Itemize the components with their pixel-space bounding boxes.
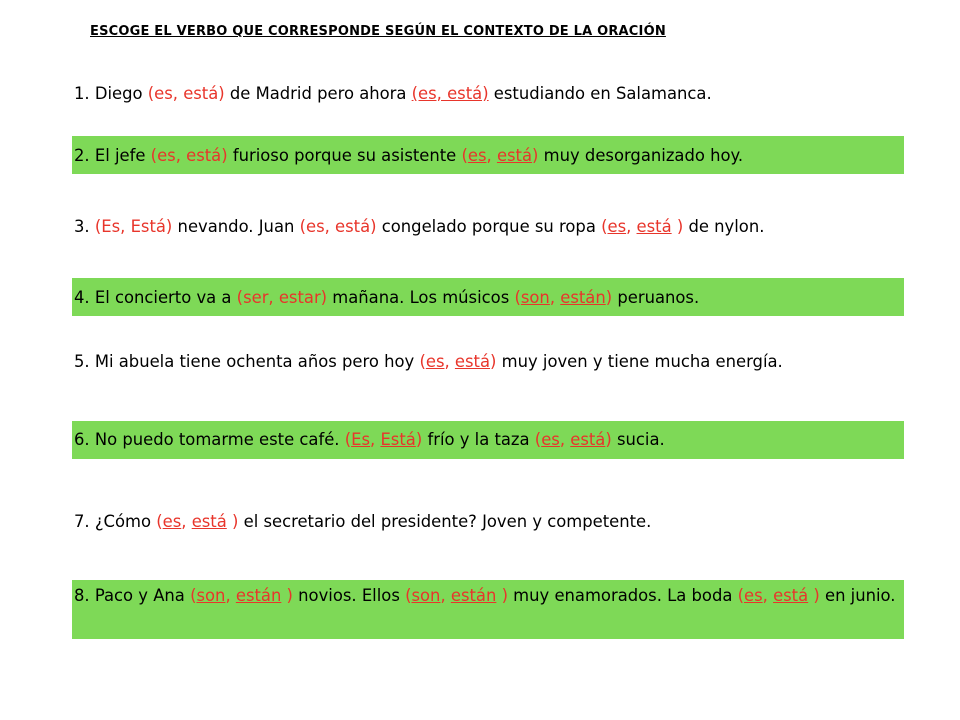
verb-choice: )	[226, 512, 239, 531]
verb-choice: )	[532, 146, 539, 165]
verb-choice: )	[490, 352, 497, 371]
verb-choice: están	[450, 586, 497, 605]
sentence-text: muy joven y tiene mucha energía.	[496, 352, 783, 371]
verb-choice: está	[773, 586, 809, 605]
sentence-text: 2. El jefe	[74, 146, 151, 165]
sentence-text: 6. No puedo tomarme este café.	[74, 430, 345, 449]
verb-choice: )	[605, 430, 612, 449]
sentence-4	[72, 278, 904, 316]
sentence-3	[72, 215, 904, 239]
sentence-2	[72, 136, 904, 174]
verb-choice: son	[196, 586, 226, 605]
verb-choice: está	[496, 146, 533, 165]
verb-choice: (	[601, 217, 608, 236]
verb-choice: )	[281, 586, 293, 605]
verb-choice: (Es, Está)	[94, 217, 173, 236]
verb-choice: es	[467, 146, 487, 165]
verb-choice: (ser, estar)	[236, 288, 328, 307]
sentence-7	[72, 510, 904, 534]
sentence-text: estudiando en Salamanca.	[488, 84, 712, 103]
sentence-text: el secretario del presidente? Joven y competente.	[238, 512, 652, 531]
verb-choice: es	[744, 586, 763, 605]
verb-choice: es	[607, 217, 627, 236]
sentence-text: novios. Ellos	[292, 586, 406, 605]
verb-choice: )	[605, 288, 613, 307]
verb-choice: (	[190, 586, 197, 605]
sentence-text: muy enamorados. La boda	[507, 586, 738, 605]
sentence-text: peruanos.	[612, 288, 700, 307]
verb-choice: (	[737, 586, 745, 605]
verb-choice: ,	[444, 352, 455, 371]
verb-choice: (es, está)	[299, 217, 377, 236]
verb-choice: ,	[626, 217, 637, 236]
verb-choice: (	[344, 430, 352, 449]
sentence-text: furioso porque su asistente	[227, 146, 462, 165]
verb-choice: ,	[486, 146, 497, 165]
verb-choice: (	[419, 352, 426, 371]
sentence-text: muy desorganizado hoy.	[538, 146, 744, 165]
verb-choice: Está	[380, 430, 416, 449]
sentence-1	[72, 82, 904, 106]
sentence-text: 4. El concierto va a	[74, 288, 237, 307]
verb-choice: está	[636, 217, 672, 236]
sentence-text: 1. Diego	[74, 84, 148, 103]
sentence-text: nevando. Juan	[172, 217, 300, 236]
verb-choice: está	[570, 430, 606, 449]
verb-choice: es	[541, 430, 560, 449]
sentence-text: congelado porque su ropa	[376, 217, 602, 236]
verb-choice: )	[671, 217, 684, 236]
verb-choice: (	[405, 586, 412, 605]
verb-choice: (	[156, 512, 163, 531]
verb-choice: ,	[181, 512, 192, 531]
verb-choice: ,	[762, 586, 774, 605]
verb-choice: ,	[370, 430, 381, 449]
verb-choice: ,	[559, 430, 571, 449]
sentence-text: frío y la taza	[422, 430, 535, 449]
sentence-text: de nylon.	[683, 217, 765, 236]
verb-choice: )	[415, 430, 423, 449]
verb-choice: son	[411, 586, 441, 605]
verb-choice: son	[520, 288, 550, 307]
sentence-text: 8. Paco y Ana	[74, 586, 191, 605]
sentence-text: sucia.	[611, 430, 665, 449]
sentence-8	[72, 580, 904, 639]
verb-choice: ,	[549, 288, 561, 307]
verb-choice: es	[425, 352, 445, 371]
verb-choice: está	[454, 352, 491, 371]
sentence-text: 7. ¿Cómo	[74, 512, 157, 531]
verb-choice: (es, está)	[147, 84, 225, 103]
verb-choice: (es, está)	[411, 84, 489, 103]
verb-choice: están	[560, 288, 606, 307]
verb-choice: (	[534, 430, 542, 449]
verb-choice: )	[808, 586, 820, 605]
verb-choice: (	[461, 146, 468, 165]
verb-choice: )	[496, 586, 508, 605]
sentence-6	[72, 421, 904, 459]
verb-choice: están	[235, 586, 282, 605]
sentence-5	[72, 350, 904, 398]
sentence-text: en junio.	[819, 586, 896, 605]
sentence-text: de Madrid pero ahora	[224, 84, 412, 103]
sentence-text: 5. Mi abuela tiene ochenta años pero hoy	[74, 352, 420, 371]
verb-choice: (es, está)	[150, 146, 228, 165]
verb-choice: (	[514, 288, 521, 307]
verb-choice: ,	[440, 586, 451, 605]
worksheet-title: ESCOGE EL VERBO QUE CORRESPONDE SEGÚN EL CONTEXTO DE LA ORACIÓN	[90, 24, 666, 39]
verb-choice: está	[191, 512, 227, 531]
verb-choice: es	[162, 512, 182, 531]
verb-choice: ,	[225, 586, 236, 605]
sentence-text: mañana. Los músicos	[327, 288, 515, 307]
verb-choice: Es	[351, 430, 371, 449]
sentence-text: 3.	[74, 217, 95, 236]
